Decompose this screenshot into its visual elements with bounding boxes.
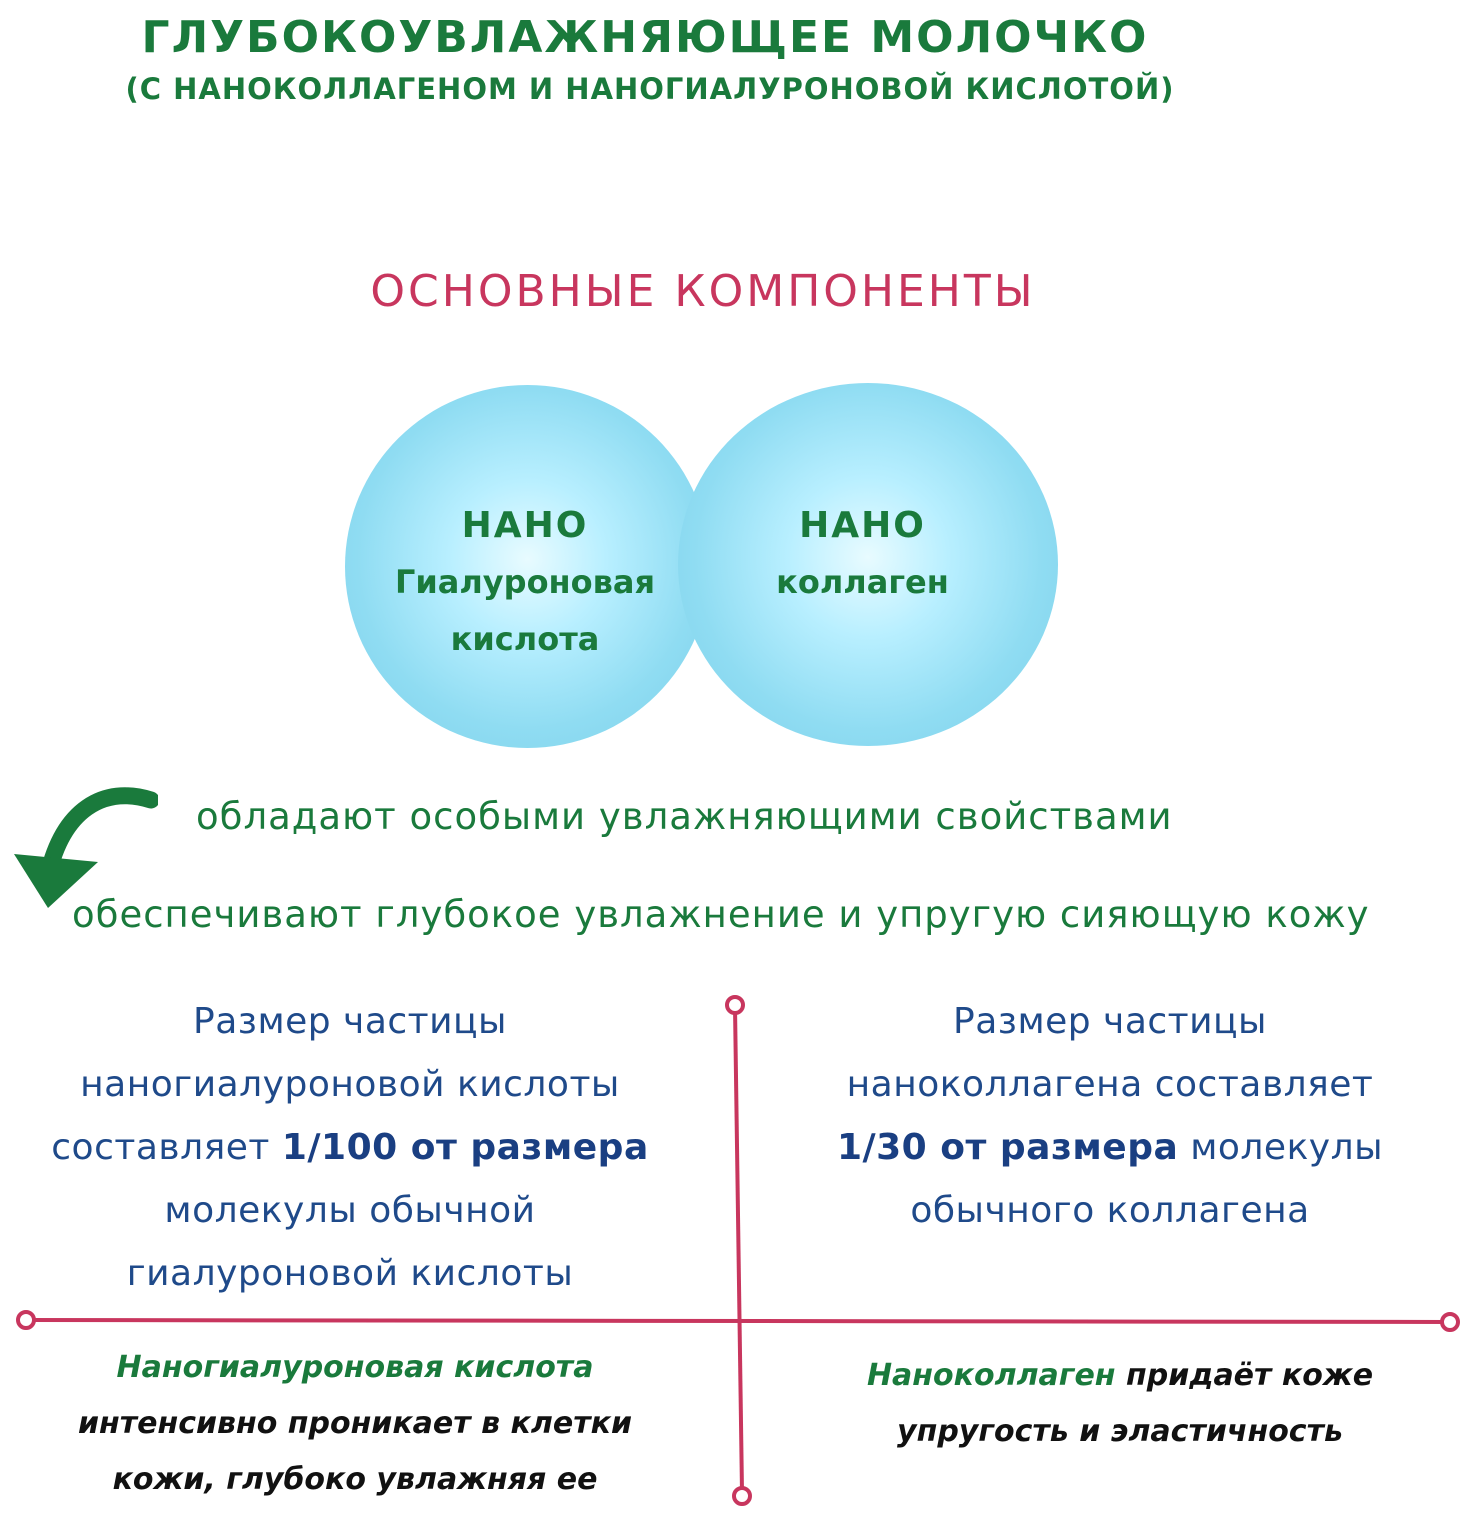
quadrant-hyaluronic-effect (10, 1340, 700, 1508)
tl-line-3 (10, 1116, 690, 1179)
hyaluronic-label-nano: НАНО (461, 505, 589, 546)
hyaluronic-label-name: Гиалуроновая (394, 563, 656, 601)
bl-line-3: кожи, глубоко увлажняя ее (112, 1462, 598, 1497)
tr-line-3 (770, 1116, 1450, 1179)
page-title: ГЛУБОКОУВЛАЖНЯЮЩЕЕ МОЛОЧКО (141, 12, 1149, 63)
bl-line-1: Наногиалуроновая кислота (116, 1350, 594, 1385)
tl-line-1: Размер частицы (193, 1001, 507, 1042)
collagen-label-name: коллаген (776, 563, 949, 601)
hyaluronic-label-acid: кислота (450, 620, 600, 658)
quadrant-hyaluronic-size (10, 990, 690, 1305)
br-collagen-name: Наноколлаген (866, 1358, 1116, 1393)
tr-ratio: 1/30 от размера (836, 1127, 1179, 1168)
tl-line-4: молекулы обычной (164, 1190, 536, 1231)
collagen-label-nano: НАНО (799, 505, 926, 546)
components-heading: ОСНОВНЫЕ КОМПОНЕНТЫ (370, 266, 1036, 317)
tl-line-3-prefix: составляет (51, 1127, 282, 1168)
property-line-2: обеспечивают глубокое увлажнение и упругую сияющую кожу (72, 893, 1370, 936)
tl-ratio: 1/100 от размера (281, 1127, 649, 1168)
br-line-2: упругость и эластичность (897, 1414, 1343, 1449)
property-line-1: обладают особыми увлажняющими свойствами (196, 795, 1173, 838)
bl-line-2: интенсивно проникает в клетки (77, 1406, 632, 1441)
tl-line-5: гиалуроновой кислоты (126, 1253, 574, 1294)
tl-line-2: наногиалуроновой кислоты (80, 1064, 620, 1105)
quadrant-collagen-effect (780, 1348, 1460, 1460)
quadrant-collagen-size (770, 990, 1450, 1242)
tr-line-1: Размер частицы (953, 1001, 1267, 1042)
br-line-1-suffix: придаёт коже (1115, 1358, 1374, 1393)
br-line-1 (780, 1348, 1460, 1404)
tr-line-4: обычного коллагена (910, 1190, 1310, 1231)
page-subtitle: (С НАНОКОЛЛАГЕНОМ И НАНОГИАЛУРОНОВОЙ КИСЛОТОЙ) (125, 72, 1175, 106)
tr-line-3-suffix: молекулы (1178, 1127, 1384, 1168)
tr-line-2: наноколлагена составляет (846, 1064, 1374, 1105)
